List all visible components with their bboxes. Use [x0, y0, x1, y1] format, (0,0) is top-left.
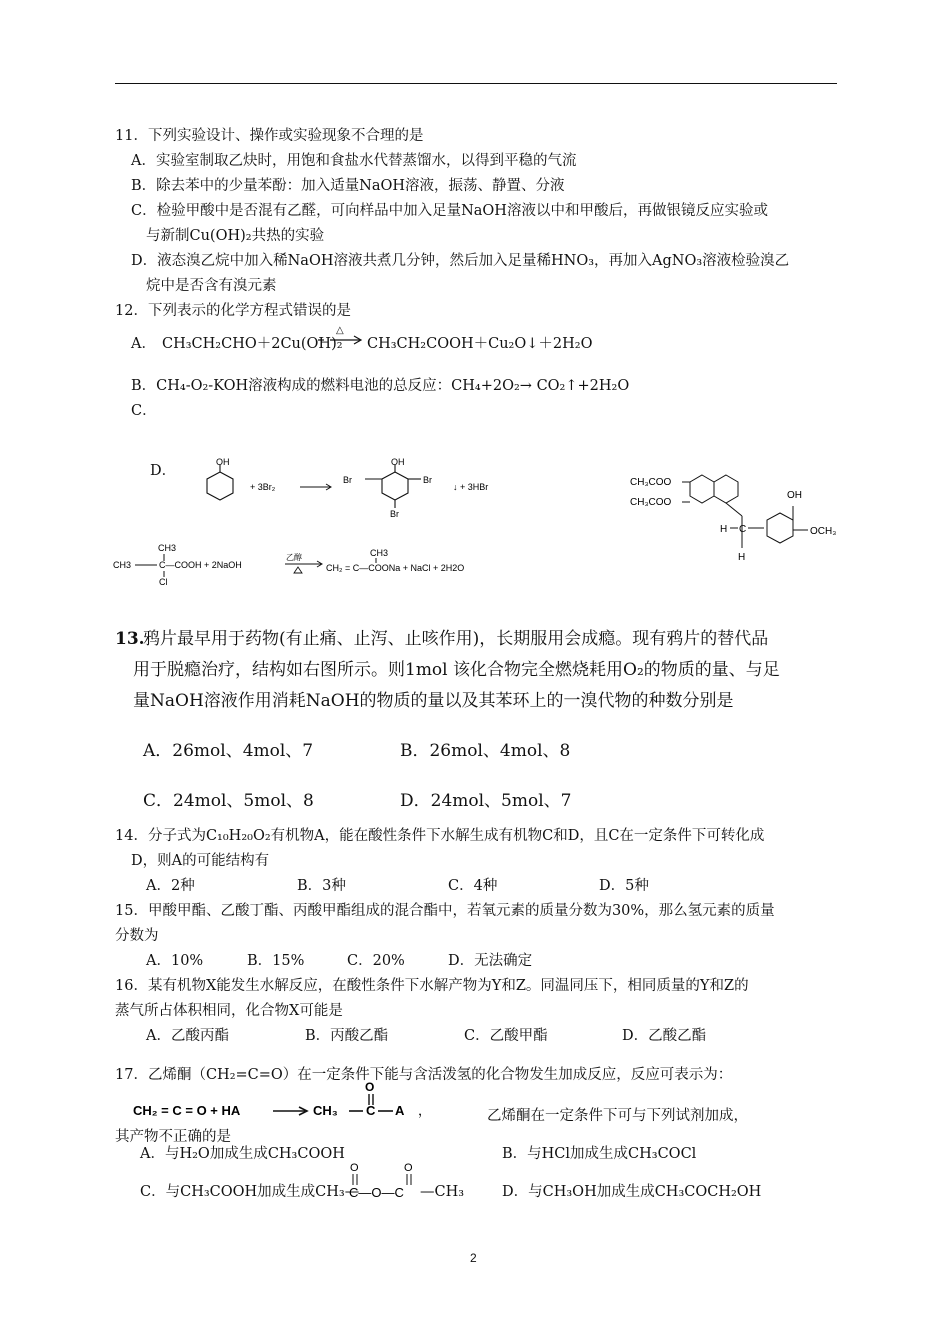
header-rule [115, 83, 837, 84]
methine-h-bottom: H [738, 552, 746, 563]
q12-option-a-arrow [316, 334, 364, 346]
q13-structure [630, 468, 850, 568]
product-oh-label: OH [391, 457, 405, 467]
q11-option-b: B．除去苯中的少量苯酚：加入适量NaOH溶液，振荡、静置、分液 [131, 178, 565, 194]
chloro: Cl [159, 577, 168, 587]
q15-option-c: C．20% [347, 953, 405, 969]
q13-option-b: B．26mol、4mol、8 [400, 741, 571, 761]
q11-option-a: A．实验室制取乙炔时，用饱和食盐水代替蒸馏水，以得到平稳的气流 [131, 153, 577, 169]
q11-option-c-line1: C．检验甲酸中是否混有乙醛，可向样品中加入足量NaOH溶液以中和甲酸后，再做银镜反应实验或 [131, 203, 768, 219]
para-br: Br [390, 509, 399, 519]
product-carbonyl-o: O [365, 1080, 375, 1094]
bromine-reagent: + 3Br₂ [250, 482, 276, 492]
product-equation: CH₂ = C—COONa + NaCl + 2H2O [326, 563, 465, 573]
q14-option-c: C．4种 [448, 878, 498, 894]
svg-text:O: O [404, 1162, 413, 1174]
q14-line1: 14．分子式为C₁₀H₂₀O₂有机物A，能在酸性条件下水解生成有机物C和D，且C在一定条件下可转化成 [115, 828, 765, 844]
ch3-product: CH3 [370, 548, 389, 558]
svg-text:C: C [366, 1103, 376, 1118]
q12-option-c-equation [113, 540, 583, 588]
naphthalene-ring-right [714, 475, 738, 503]
q12-option-a-label: A． [131, 336, 156, 352]
q13-line2: 用于脱瘾治疗，结构如右图所示。则1mol 该化合物完全燃烧耗用O₂的物质的量、与足 [133, 660, 780, 680]
q12-option-b: B．CH₄-O₂-KOH溶液构成的燃料电池的总反应：CH₄+2O₂→ CO₂↑+2H₂O [131, 378, 630, 394]
ethanol-condition: 乙醇 [286, 553, 302, 562]
q12-option-d-equation [195, 455, 545, 530]
tribromophenol-ring [382, 472, 408, 500]
och3-label: OCH₃ [810, 526, 837, 537]
phenol-ring [207, 472, 233, 500]
q13-number: 13. [115, 629, 145, 649]
q15-line1: 15．甲酸甲酯、乙酸丁酯、丙酸甲酯组成的混合酯中，若氧元素的质量分数为30%，那么氢元素的质量 [115, 903, 775, 919]
q12-option-a-heat-condition: △ [336, 325, 344, 336]
q17-line2-right: 乙烯酮在一定条件下可与下列试剂加成， [487, 1108, 748, 1124]
q17-line1: 17．乙烯酮（CH₂=C=O）在一定条件下能与含活泼氢的化合物发生加成反应，反应可表示为： [115, 1067, 733, 1083]
q13-option-c: C．24mol、5mol、8 [143, 791, 314, 811]
q16-option-a: A．乙酸丙酯 [146, 1028, 229, 1044]
naphthalene-ring-left [690, 475, 714, 503]
q16-option-b: B．丙酸乙酯 [305, 1028, 389, 1044]
comma: ， [418, 1103, 432, 1118]
q15-option-d: D．无法确定 [448, 953, 533, 969]
q12-option-a-reactants: CH₃CH₂CHO＋2Cu(OH)₂ [162, 336, 343, 352]
q16-line2: 蒸气所占体积相同，化合物X可能是 [115, 1003, 343, 1019]
ortho-br-left: Br [343, 475, 352, 485]
q16-option-d: D．乙酸乙酯 [622, 1028, 707, 1044]
methine-h-left: H [720, 524, 728, 535]
q12-option-d-label: D． [150, 463, 177, 479]
q17-option-c-suffix: —CH₃ [420, 1184, 465, 1200]
q15-option-a: A．10% [146, 953, 204, 969]
q13-option-d: D．24mol、5mol、7 [400, 791, 572, 811]
q11-option-c-line2: 与新制Cu(OH)₂共热的实验 [146, 228, 325, 244]
q11-option-d-line1: D．液态溴乙烷中加入稀NaOH溶液共煮几分钟，然后加入足量稀HNO₃，再加入AgNO₃溶液检验溴乙 [131, 253, 790, 269]
phenol-ring-13 [767, 513, 793, 543]
phenol-oh-label: OH [216, 457, 230, 467]
q16-line1: 16．某有机物X能发生水解反应，在酸性条件下水解产物为Y和Z。同温同压下，相同质量的Y和Z的 [115, 978, 749, 994]
page-number: 2 [470, 1251, 477, 1265]
ch3-left: CH3 [113, 560, 132, 570]
acetoxy-1: CH₃COO [630, 477, 672, 488]
q14-option-b: B．3种 [297, 878, 346, 894]
anhydride-o-left: O [350, 1162, 359, 1174]
product-ch3: CH₃ [313, 1103, 338, 1118]
q17-option-a: A．与H₂O加成生成CH₃COOH [140, 1146, 345, 1162]
acetoxy-2: CH₃COO [630, 497, 672, 508]
anhydride-backbone: C—O—C [349, 1185, 404, 1200]
product-tail: ↓ + 3HBr [453, 482, 489, 492]
q15-option-b: B．15% [247, 953, 305, 969]
q13-line1: 鸦片最早用于药物(有止痛、止泻、止咳作用)，长期服用会成瘾。现有鸦片的替代品 [143, 629, 769, 649]
ortho-br-right: Br [423, 475, 432, 485]
q17-option-d: D．与CH₃OH加成生成CH₃COCH₂OH [502, 1184, 762, 1200]
methine-c: C [739, 524, 747, 535]
q16-option-c: C．乙酸甲酯 [464, 1028, 548, 1044]
q17-option-c-prefix: C．与CH₃COOH加成生成CH₃— [140, 1184, 360, 1200]
q17-general-equation [133, 1080, 433, 1124]
q12-stem: 12．下列表示的化学方程式错误的是 [115, 303, 351, 319]
q12-option-a-products: CH₃CH₂COOH＋Cu₂O↓＋2H₂O [367, 336, 593, 352]
q15-line2: 分数为 [115, 928, 159, 944]
q11-stem: 11．下列实验设计、操作或实验现象不合理的是 [115, 128, 424, 144]
q12-option-c-label: C． [131, 403, 157, 419]
q13-option-a: A．26mol、4mol、7 [143, 741, 314, 761]
product-a: A [395, 1103, 405, 1118]
q17-line3: 其产物不正确的是 [115, 1129, 231, 1145]
q13-line3: 量NaOH溶液作用消耗NaOH的物质的量以及其苯环上的一溴代物的种数分别是 [133, 691, 734, 711]
q14-option-d: D．5种 [599, 878, 649, 894]
q14-line2: D，则A的可能结构有 [131, 853, 270, 869]
oh-label: OH [787, 490, 802, 501]
ch3-top: CH3 [158, 543, 177, 553]
cooh-naoh: C—COOH + 2NaOH [159, 560, 242, 570]
q17-option-b: B．与HCl加成生成CH₃COCl [502, 1146, 697, 1162]
q11-option-d-line2: 烷中是否含有溴元素 [146, 278, 277, 294]
ketene-reactants: CH₂ = C = O + HA [133, 1103, 241, 1118]
q14-option-a: A．2种 [146, 878, 195, 894]
